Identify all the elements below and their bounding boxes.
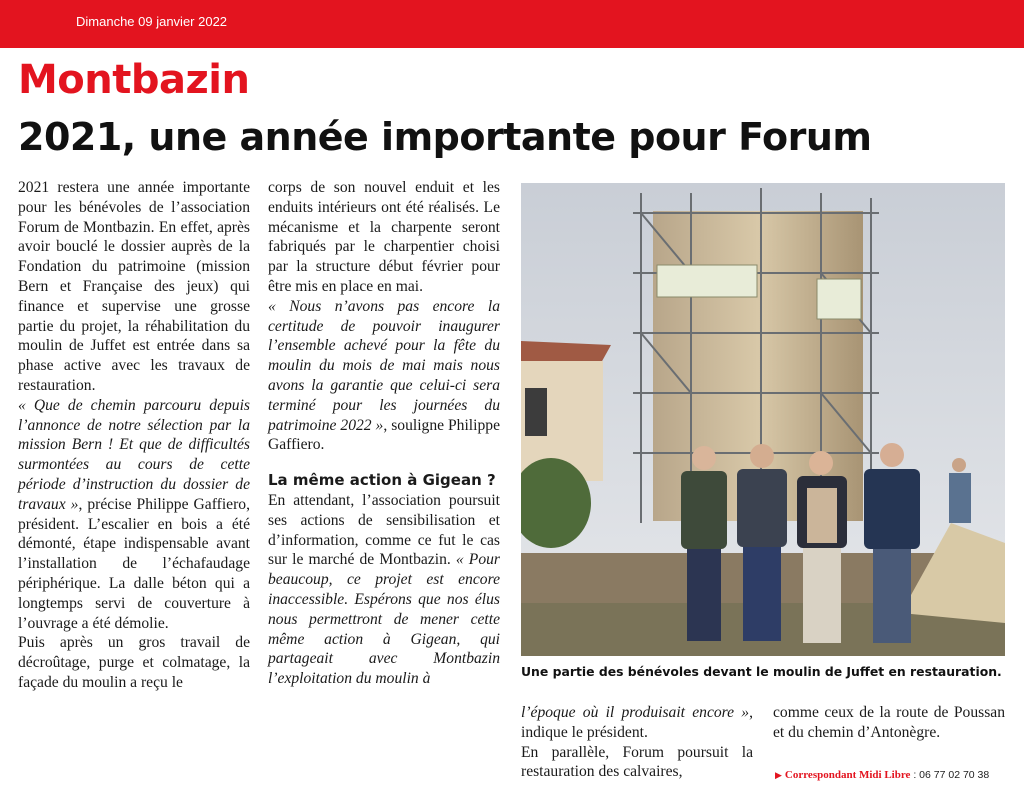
article-column-2	[268, 178, 500, 689]
subheading: La même action à Gigean ?	[268, 471, 496, 490]
paragraph: En parallèle, Forum poursuit la restauration des calvaires,	[521, 743, 753, 781]
paragraph	[18, 396, 250, 634]
quote: « Pour beaucoup, ce projet est encore inaccessible. Espérons que nos élus nous permettront de mener cette même action à Gigean, qui partageait avec Montbazin l’exploitation du moulin à	[268, 551, 500, 688]
photo-caption: Une partie des bénévoles devant le moulin de Juffet en restauration.	[521, 664, 1002, 679]
quote-attribution: , indique le président.	[521, 704, 753, 741]
banner	[657, 265, 757, 297]
correspondent-label: Correspondant Midi Libre	[784, 769, 911, 781]
arrow-right-icon: ▶	[775, 770, 782, 780]
volunteer-1	[681, 446, 727, 641]
paragraph: Puis après un gros travail de décroûtage, purge et colmatage, la façade du moulin a reçu le	[18, 634, 250, 691]
volunteer-3	[797, 451, 847, 643]
headline: 2021, une année importante pour Forum	[18, 115, 872, 159]
quote: « Nous n’avons pas encore la certitude de pouvoir inaugurer l’ensemble achevé pour la fête du moulin du mois de mai mais nous avons la garantie que celui-ci sera terminé pour les journées du patrimoine 2022 »	[268, 297, 500, 434]
article-column-3	[521, 703, 753, 782]
house-window	[525, 388, 547, 436]
article-column-4	[773, 703, 1005, 743]
top-bar	[0, 0, 1024, 48]
banner-2	[817, 279, 861, 319]
quote: « Que de chemin parcouru depuis l’annonce de notre sélection par la mission Bern ! Et que de difficultés surmontées au cours de cette période d’instruction du dossier de travaux »	[18, 396, 250, 513]
correspondent-phone: : 06 77 02 70 38	[910, 769, 990, 781]
volunteer-2	[737, 444, 787, 641]
kicker-town: Montbazin	[18, 57, 250, 103]
article-column-1	[18, 178, 250, 693]
paragraph: comme ceux de la route de Poussan et du chemin d’Antonègre.	[773, 704, 1005, 741]
paragraph: corps de son nouvel enduit et les enduits intérieurs ont été réalisés. Le mécanisme et la charpente seront fabriqués par le charpentier choisi par la structure début février pour être mis en place en mai.	[268, 179, 500, 295]
article-photo	[521, 183, 1005, 656]
quote-attribution: , souligne Philippe Gaffiero.	[268, 416, 500, 454]
paragraph	[268, 297, 500, 455]
publication-date: Dimanche 09 janvier 2022	[76, 14, 228, 29]
quote: l’époque où il produisait encore »	[521, 704, 750, 721]
quote-attribution: , précise Philippe Gaffiero, président. L’escalier en bois a été démonté, étape indispensable avant l’installation de l’échafaudage périphérique. La dalle béton qui a longtemps servi de couverture à l’ouvrage a été démolie.	[18, 495, 250, 632]
paragraph	[521, 703, 753, 743]
correspondent-credit	[775, 769, 989, 781]
photo-illustration	[521, 183, 1005, 656]
paragraph: 2021 restera une année importante pour les bénévoles de l’association Forum de Montbazin. En effet, après avoir bouclé le dossier auprès de la Fondation du patrimoine (mission Bern et Française des jeux) qui finance et supervise une grosse partie du projet, la réhabilitation du moulin de Juffet est entrée dans sa phase active avec les travaux de restauration.	[18, 179, 250, 394]
paragraph-lead: En attendant, l’association poursuit ses actions de sensibilisation et d’information, comme ce fut le cas sur le marché de Montbazin.	[268, 491, 500, 569]
paragraph	[268, 491, 500, 689]
